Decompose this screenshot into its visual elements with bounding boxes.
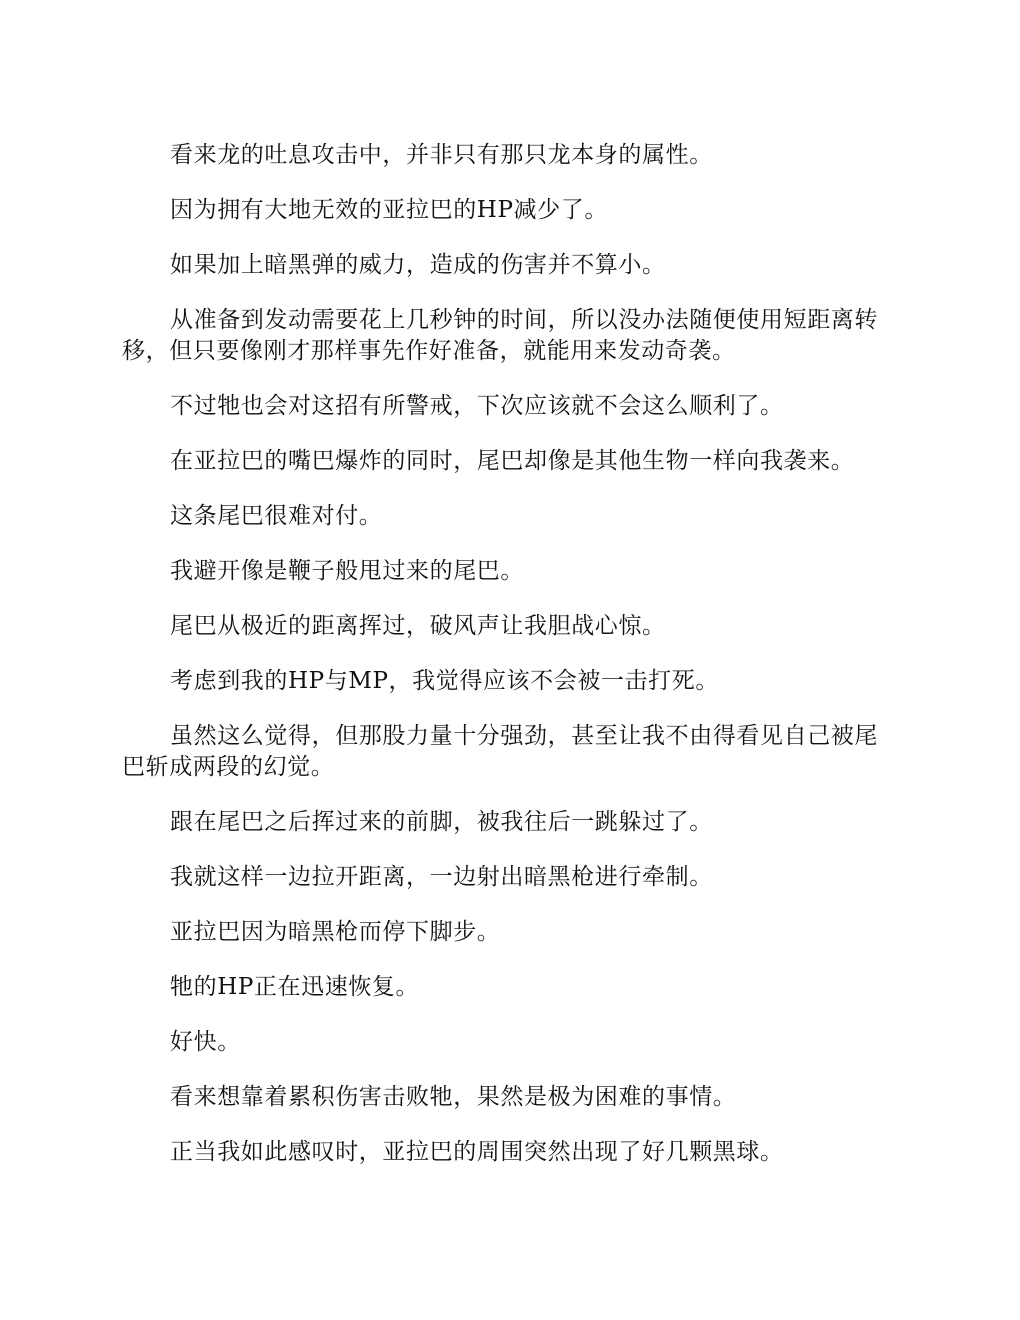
paragraph: 我避开像是鞭子般甩过来的尾巴。 — [170, 558, 524, 584]
document-page — [122, 140, 898, 1192]
paragraph: 在亚拉巴的嘴巴爆炸的同时，尾巴却像是其他生物一样向我袭来。 — [170, 448, 855, 474]
paragraph: 跟在尾巴之后挥过来的前脚，被我往后一跳躲过了。 — [170, 809, 713, 835]
paragraph: 我就这样一边拉开距离，一边射出暗黑枪进行牵制。 — [170, 864, 713, 890]
paragraph: 不过牠也会对这招有所警戒，下次应该就不会这么顺利了。 — [170, 393, 784, 419]
paragraph: 尾巴从极近的距离挥过，破风声让我胆战心惊。 — [170, 613, 666, 639]
paragraph: 因为拥有大地无效的亚拉巴的HP减少了。 — [170, 197, 608, 223]
paragraph: 虽然这么觉得，但那股力量十分强劲，甚至让我不由得看见自己被尾巴斩成两段的幻觉。 — [122, 723, 878, 780]
paragraph: 正当我如此感叹时，亚拉巴的周围突然出现了好几颗黑球。 — [170, 1139, 784, 1165]
paragraph: 看来龙的吐息攻击中，并非只有那只龙本身的属性。 — [170, 142, 713, 168]
paragraph: 考虑到我的HP与MP，我觉得应该不会被一击打死。 — [170, 668, 719, 694]
paragraph: 牠的HP正在迅速恢复。 — [170, 974, 420, 1000]
paragraph: 如果加上暗黑弹的威力，造成的伤害并不算小。 — [170, 252, 666, 278]
paragraph: 看来想靠着累积伤害击败牠，果然是极为困难的事情。 — [170, 1084, 737, 1110]
paragraph: 这条尾巴很难对付。 — [170, 503, 383, 529]
paragraph: 好快。 — [170, 1029, 241, 1055]
paragraph: 从准备到发动需要花上几秒钟的时间，所以没办法随便使用短距离转移，但只要像刚才那样事先作好准备，就能用来发动奇袭。 — [122, 307, 878, 364]
paragraph: 亚拉巴因为暗黑枪而停下脚步。 — [170, 919, 501, 945]
